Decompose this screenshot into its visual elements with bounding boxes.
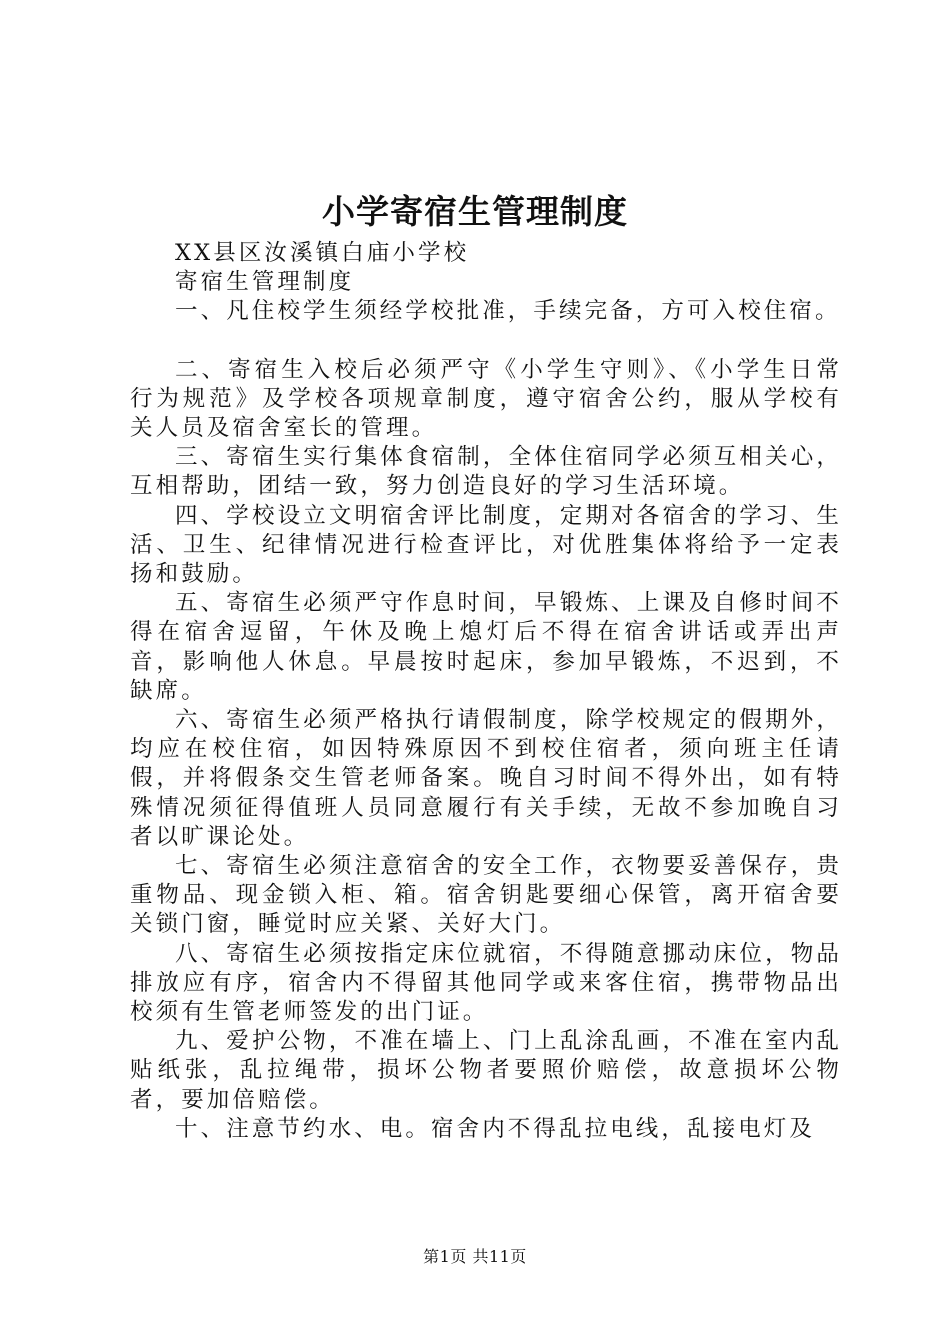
document-body: [130, 239, 842, 1144]
rule-paragraph: 十、注意节约水、电。宿舍内不得乱拉电线，乱接电灯及: [175, 1115, 816, 1142]
rule-paragraph: 五、寄宿生必须严守作息时间，早锻炼、上课及自修时间不得在宿舍逗留，午休及晚上熄灯后不得在宿舍讲话或弄出声音，影响他人休息。早晨按时起床，参加早锻炼，不迟到，不缺席。: [130, 590, 842, 704]
rule-paragraph: 七、寄宿生必须注意宿舍的安全工作，衣物要妥善保存，贵重物品、现金锁入柜、箱。宿舍钥匙要细心保管，离开宿舍要关锁门窗，睡觉时应关紧、关好大门。: [130, 853, 842, 938]
rule-paragraph: 九、爱护公物，不准在墙上、门上乱涂乱画，不准在室内乱贴纸张，乱拉绳带，损坏公物者要照价赔偿，故意损坏公物者，要加倍赔偿。: [130, 1028, 842, 1113]
rule-paragraph: 一、凡住校学生须经学校批准，手续完备，方可入校住宿。: [175, 298, 841, 325]
rule-paragraph: 三、寄宿生实行集体食宿制，全体住宿同学必须互相关心，互相帮助，团结一致，努力创造良好的学习生活环境。: [130, 444, 842, 500]
rule-paragraph: 八、寄宿生必须按指定床位就宿，不得随意挪动床位，物品排放应有序，宿舍内不得留其他同学或来客住宿，携带物品出校须有生管老师签发的出门证。: [130, 940, 842, 1026]
page-number-footer: 第1页 共11页: [423, 1247, 527, 1266]
rule-paragraph: 六、寄宿生必须严格执行请假制度，除学校规定的假期外，均应在校住宿，如因特殊原因不到校住宿者，须向班主任请假，并将假条交生管老师备案。晚自习时间不得外出，如有特殊情况须征得值班人员同意履行有关手续，无故不参加晚自习者以旷课论处。: [130, 707, 842, 850]
rule-paragraph: 四、学校设立文明宿舍评比制度，定期对各宿舍的学习、生活、卫生、纪律情况进行检查评比，对优胜集体将给予一定表扬和鼓励。: [130, 502, 842, 588]
subtitle-line: 寄宿生管理制度: [175, 269, 355, 296]
school-name-line: XX县区汝溪镇白庙小学校: [175, 240, 470, 266]
rule-paragraph: 二、寄宿生入校后必须严守《小学生守则》、《小学生日常行为规范》及学校各项规章制度，遵守宿舍公约，服从学校有关人员及宿舍室长的管理。: [130, 356, 842, 442]
document-title: 小学寄宿生管理制度: [322, 192, 628, 231]
